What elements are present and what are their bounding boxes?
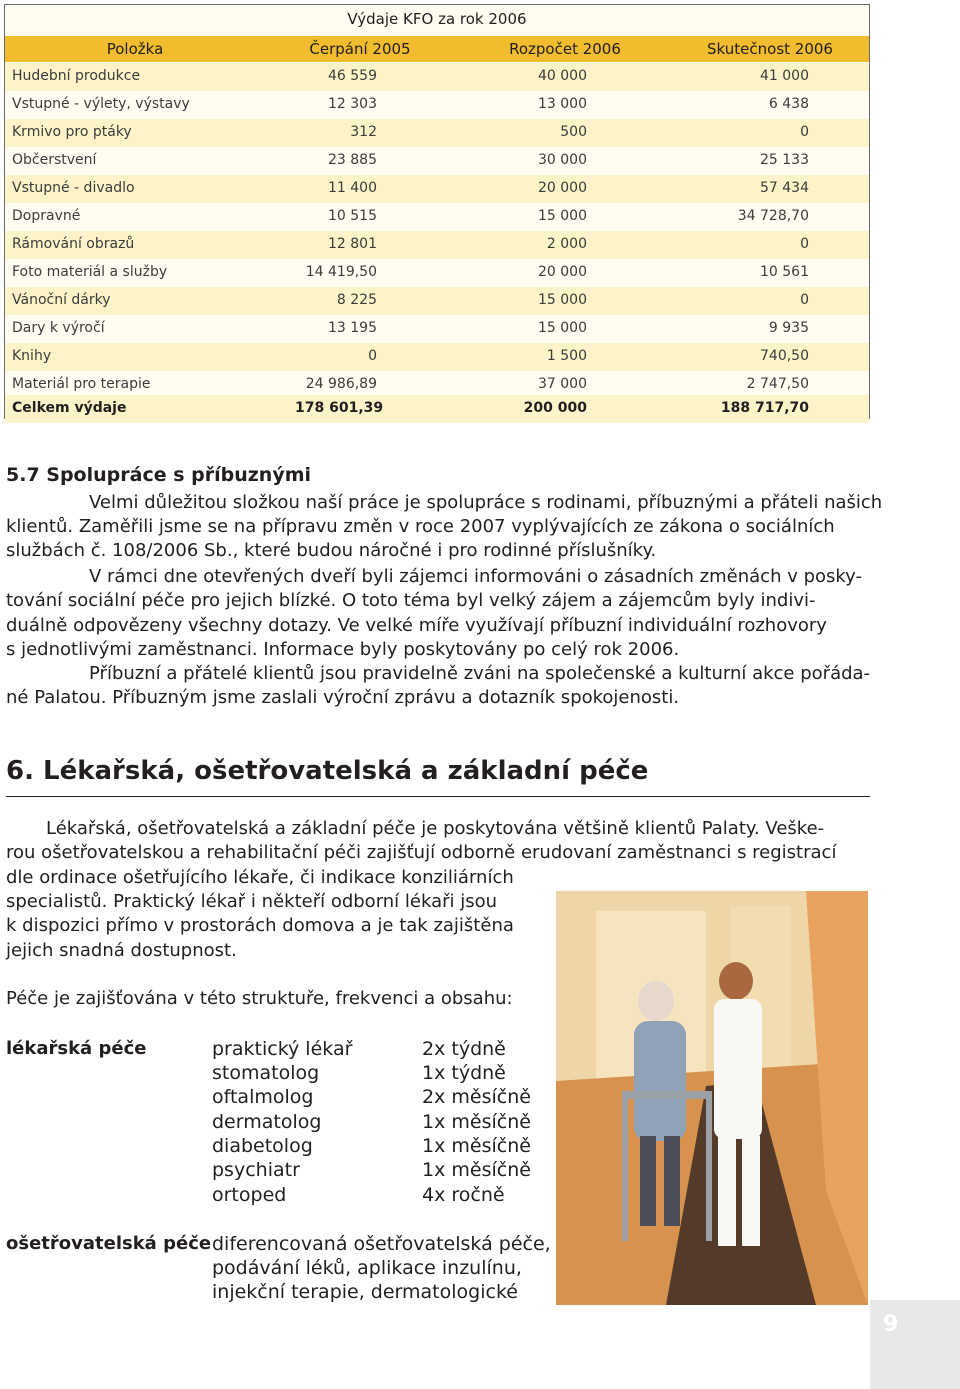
table-row (5, 343, 869, 371)
table-row (5, 91, 869, 119)
total-2005: 178 601,39 (295, 400, 384, 416)
nursing-care-line: injekční terapie, dermatologické (212, 1281, 518, 1303)
table-total-row (5, 395, 869, 423)
section-5-7-text-line: tování sociální péče pro jejich blízké. O toto téma byl velký zájem a zájemcům byly indivi- (6, 590, 816, 611)
total-label: Celkem výdaje (12, 400, 127, 416)
medical-care-frequency: 1x týdně (422, 1062, 506, 1084)
row-item: Dary k výročí (12, 320, 105, 336)
table-row (5, 175, 869, 203)
row-actual-2006: 0 (800, 236, 809, 252)
row-budget-2006: 20 000 (538, 180, 587, 196)
section-6-text-line: rou ošetřovatelskou a rehabilitační péči zajišťují odborně erudovaní zaměstnanci s registrací (6, 842, 837, 863)
row-budget-2006: 15 000 (538, 208, 587, 224)
section-5-7-text-line: s jednotlivými zaměstnanci. Informace byly poskytovány po celý rok 2006. (6, 639, 680, 660)
medical-care-item: dermatolog (212, 1111, 322, 1133)
section-6-text-line: specialistů. Praktický lékař i někteří odborní lékaři jsou (6, 891, 498, 912)
row-value-2005: 12 303 (328, 96, 377, 112)
row-actual-2006: 9 935 (768, 320, 809, 336)
table-title: Výdaje KFO za rok 2006 (347, 10, 527, 28)
row-item: Vánoční dárky (12, 292, 111, 308)
row-budget-2006: 30 000 (538, 152, 587, 168)
medical-care-frequency: 4x ročně (422, 1184, 505, 1206)
section-6-heading: 6. Lékařská, ošetřovatelská a základní péče (6, 756, 649, 786)
table-row (5, 287, 869, 315)
row-value-2005: 23 885 (328, 152, 377, 168)
page-number: 9 (883, 1312, 899, 1337)
medical-care-item: ortoped (212, 1184, 287, 1206)
row-budget-2006: 40 000 (538, 68, 587, 84)
expense-table (4, 4, 870, 419)
row-value-2005: 312 (350, 124, 377, 140)
row-budget-2006: 13 000 (538, 96, 587, 112)
row-actual-2006: 0 (800, 292, 809, 308)
row-budget-2006: 500 (560, 124, 587, 140)
section-6-text-line: Lékařská, ošetřovatelská a základní péče je poskytována většině klientů Palaty. Veške- (46, 818, 825, 839)
row-budget-2006: 20 000 (538, 264, 587, 280)
medical-care-item: praktický lékař (212, 1038, 353, 1060)
total-budget-2006: 200 000 (523, 400, 587, 416)
medical-care-frequency: 2x týdně (422, 1038, 506, 1060)
row-item: Krmivo pro ptáky (12, 124, 132, 140)
medical-care-label: lékařská péče (6, 1038, 147, 1059)
table-header-row (5, 36, 869, 62)
table-row (5, 259, 869, 287)
row-item: Rámování obrazů (12, 236, 135, 252)
row-value-2005: 11 400 (328, 180, 377, 196)
section-5-7-text-line: V rámci dne otevřených dveří byli zájemci informováni o zásadních změnách v posky- (89, 566, 863, 587)
row-budget-2006: 15 000 (538, 292, 587, 308)
table-row (5, 203, 869, 231)
section-5-7-text-line: duálně odpovězeny všechny dotazy. Ve velké míře využívají příbuzní individuální rozhovory (6, 615, 827, 636)
row-actual-2006: 2 747,50 (746, 376, 809, 392)
row-item: Dopravné (12, 208, 81, 224)
section-6-text-line: jejich snadná dostupnost. (6, 940, 237, 961)
row-actual-2006: 0 (800, 124, 809, 140)
nursing-care-line: podávání léků, aplikace inzulínu, (212, 1257, 522, 1279)
total-actual-2006: 188 717,70 (720, 400, 809, 416)
medical-care-frequency: 1x měsíčně (422, 1159, 531, 1181)
row-actual-2006: 57 434 (760, 180, 809, 196)
row-actual-2006: 740,50 (760, 348, 809, 364)
table-row (5, 147, 869, 175)
row-value-2005: 8 225 (336, 292, 377, 308)
nursing-care-label: ošetřovatelská péče (6, 1233, 212, 1254)
section-5-7-heading: 5.7 Spolupráce s příbuznými (6, 464, 312, 486)
medical-care-frequency: 2x měsíčně (422, 1086, 531, 1108)
row-item: Vstupné - divadlo (12, 180, 135, 196)
table-row (5, 231, 869, 259)
medical-care-item: psychiatr (212, 1159, 300, 1181)
row-item: Materiál pro terapie (12, 376, 151, 392)
row-item: Knihy (12, 348, 52, 364)
section-6-text-line: k dispozici přímo v prostorách domova a je tak zajištěna (6, 915, 514, 936)
row-actual-2006: 25 133 (760, 152, 809, 168)
row-value-2005: 46 559 (328, 68, 377, 84)
nursing-care-line: diferencovaná ošetřovatelská péče, (212, 1233, 551, 1255)
section-5-7-text-line: službách č. 108/2006 Sb., které budou náročné i pro rodinné příslušníky. (6, 540, 657, 561)
row-item: Foto materiál a služby (12, 264, 168, 280)
table-row (5, 315, 869, 343)
medical-care-item: stomatolog (212, 1062, 320, 1084)
row-actual-2006: 10 561 (760, 264, 809, 280)
care-photo-illustration (556, 891, 868, 1305)
row-value-2005: 14 419,50 (305, 264, 377, 280)
section-5-7-text-line: Příbuzní a přátelé klientů jsou pravidelně zváni na společenské a kulturní akce pořáda- (89, 663, 871, 684)
section-5-7-text-line: Velmi důležitou složkou naší práce je spolupráce s rodinami, příbuznými a přáteli našich (89, 492, 883, 513)
row-item: Hudební produkce (12, 68, 141, 84)
care-structure-intro: Péče je zajišťována v této struktuře, frekvenci a obsahu: (6, 988, 513, 1009)
row-budget-2006: 1 500 (546, 348, 587, 364)
row-value-2005: 13 195 (328, 320, 377, 336)
row-value-2005: 12 801 (328, 236, 377, 252)
header-rozpocet-2006: Rozpočet 2006 (509, 40, 621, 58)
row-actual-2006: 41 000 (760, 68, 809, 84)
row-value-2005: 10 515 (328, 208, 377, 224)
row-actual-2006: 34 728,70 (737, 208, 809, 224)
table-row (5, 119, 869, 147)
row-item: Vstupné - výlety, výstavy (12, 96, 190, 112)
table-row (5, 63, 869, 91)
medical-care-frequency: 1x měsíčně (422, 1135, 531, 1157)
row-item: Občerstvení (12, 152, 97, 168)
medical-care-item: diabetolog (212, 1135, 313, 1157)
care-photo (556, 891, 868, 1305)
row-value-2005: 0 (368, 348, 377, 364)
heading-divider (6, 796, 870, 797)
section-5-7-text-line: klientů. Zaměřili jsme se na přípravu změn v roce 2007 vyplývajících ze zákona o sociálních (6, 516, 835, 537)
header-skutecnost-2006: Skutečnost 2006 (707, 40, 833, 58)
row-budget-2006: 2 000 (546, 236, 587, 252)
section-6-text-line: dle ordinace ošetřujícího lékaře, či indikace konziliárních (6, 867, 514, 888)
medical-care-item: oftalmolog (212, 1086, 314, 1108)
row-budget-2006: 37 000 (538, 376, 587, 392)
medical-care-frequency: 1x měsíčně (422, 1111, 531, 1133)
row-value-2005: 24 986,89 (305, 376, 377, 392)
header-polozka: Položka (106, 40, 164, 58)
row-actual-2006: 6 438 (768, 96, 809, 112)
header-cerpani-2005: Čerpání 2005 (309, 40, 411, 58)
row-budget-2006: 15 000 (538, 320, 587, 336)
section-5-7-text-line: né Palatou. Příbuzným jsme zaslali výroční zprávu a dotazník spokojenosti. (6, 687, 680, 708)
